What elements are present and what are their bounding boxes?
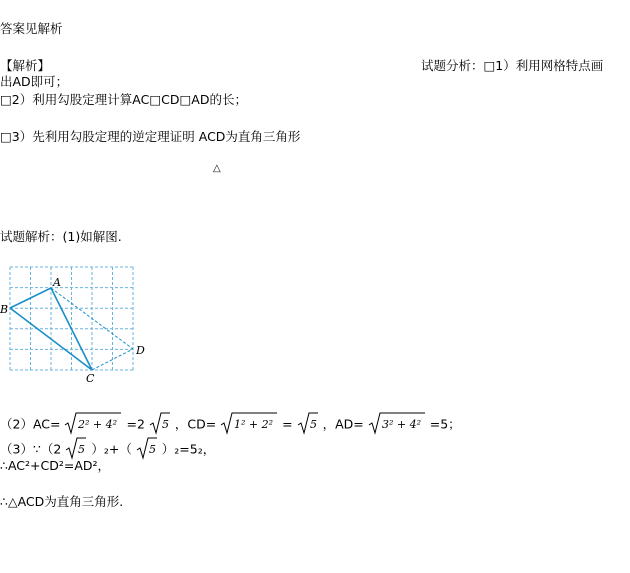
cd-result-radicand: 5 (309, 418, 317, 431)
ad-prefix: ，AD= (322, 416, 364, 432)
label-b: B (0, 303, 9, 316)
label-d: D (136, 344, 145, 357)
part3-mid: ）₂+（ (91, 441, 132, 457)
cd-eq: = (282, 416, 293, 432)
sqrt-cd-result (297, 411, 319, 439)
part2-line (0, 411, 461, 439)
ac-radicand: 2² + 4² (78, 418, 118, 431)
part3-radicand1: 5 (78, 443, 86, 456)
sqrt-ac (64, 411, 122, 439)
analysis-step1-cont: 出AD即可； (0, 74, 69, 89)
therefore-pythagorean: ∴AC²+CD²=AD²， (0, 458, 111, 473)
cd-radicand: 1² + 2² (234, 418, 274, 431)
ac-eq: =2 (126, 416, 145, 432)
part3-prefix: （3）∵（2 (0, 441, 62, 457)
ac-result-radicand: 5 (161, 418, 169, 431)
part2-prefix: （2）AC= (0, 416, 61, 432)
sqrt-ac-result (149, 411, 171, 439)
sqrt-cd (220, 411, 278, 439)
solution-intro: 试题解析：(1)如解图. (0, 229, 122, 244)
triangle-symbol: △ (213, 163, 221, 174)
analysis-label: 【解析】 (0, 58, 51, 73)
grid-figure (0, 262, 160, 384)
label-a: A (53, 276, 61, 289)
therefore-right-triangle: ∴△ACD为直角三角形. (0, 494, 124, 509)
sqrt-ad (368, 411, 426, 439)
label-c: C (86, 372, 95, 384)
cd-prefix: ，CD= (174, 416, 217, 432)
ad-radicand: 3² + 4² (381, 418, 421, 431)
analysis-step1: 试题分析：□1）利用网格特点画 (421, 58, 604, 73)
analysis-step3: □3）先利用勾股定理的逆定理证明 ACD为直角三角形 (0, 129, 301, 144)
part3-radicand2: 5 (148, 443, 156, 456)
analysis-step2: □2）利用勾股定理计算AC□CD□AD的长； (0, 92, 247, 107)
part3-suffix: ）₂=5₂， (161, 441, 216, 457)
ad-eq: =5； (429, 416, 461, 432)
sqrt-part3-second (136, 436, 158, 464)
answer-header: 答案见解析 (0, 21, 63, 36)
